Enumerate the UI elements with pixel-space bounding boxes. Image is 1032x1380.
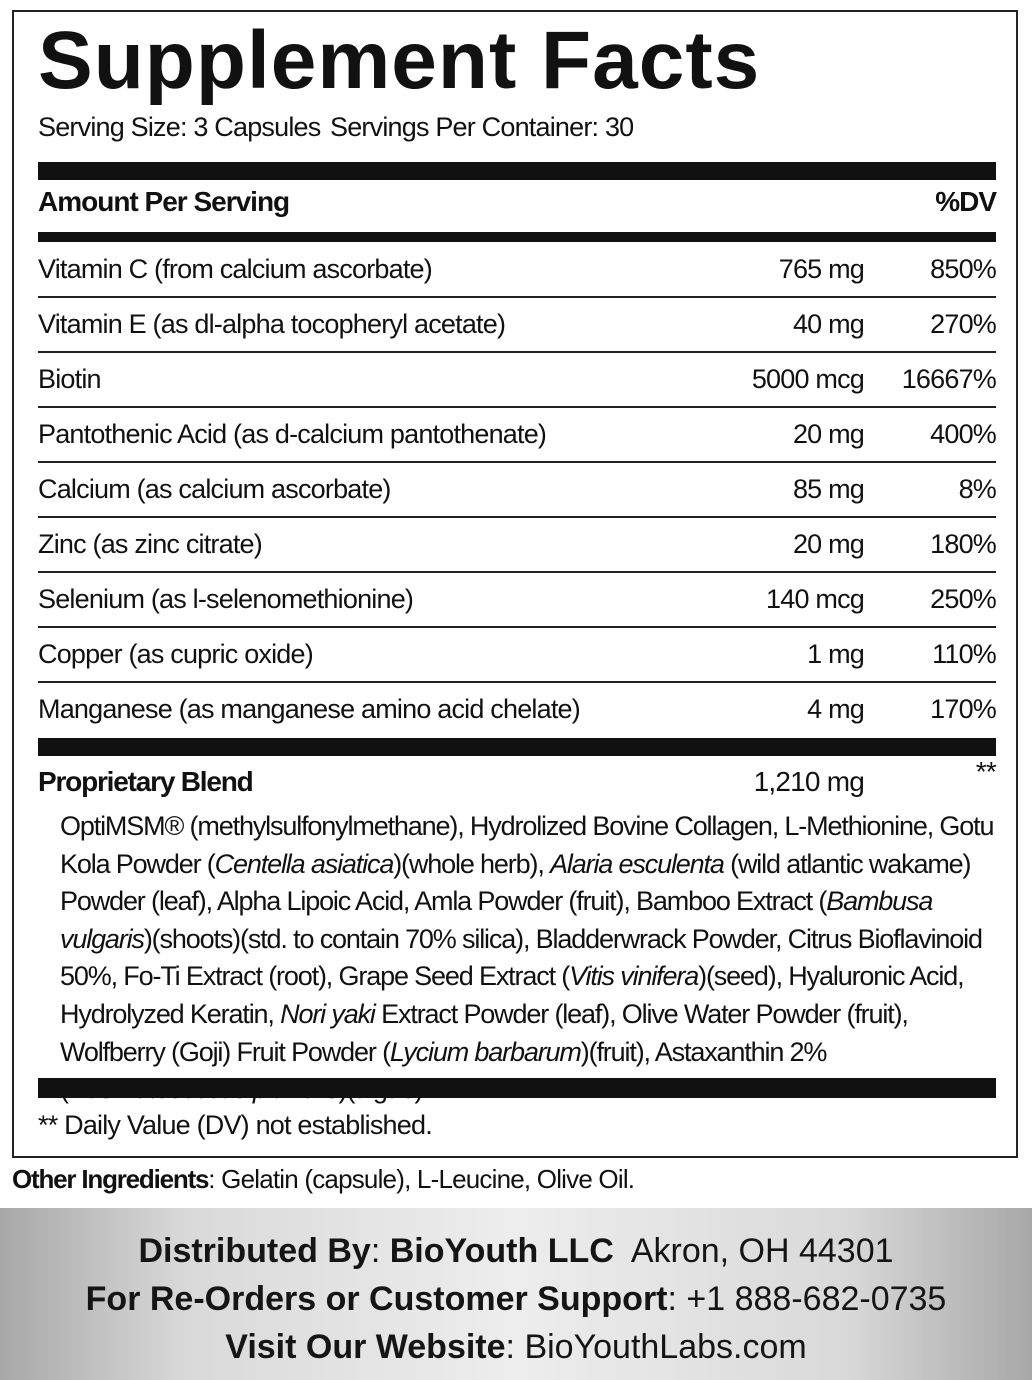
proprietary-blend-row (38, 756, 996, 798)
other-ingredients-label: Other Ingredients (12, 1164, 209, 1194)
blend-dv: ** (975, 756, 996, 787)
nutrient-row (38, 462, 996, 518)
nutrient-name: Copper (as cupric oxide) (38, 639, 313, 669)
botanical-name: Bambusa vulgaris (60, 886, 933, 954)
separator: : (370, 1232, 390, 1270)
nutrient-name: Manganese (as manganese amino acid chelate) (38, 694, 580, 724)
company-address: Akron, OH 44301 (613, 1232, 894, 1270)
thick-divider-middle (38, 738, 996, 756)
nutrient-name: Vitamin C (from calcium ascorbate) (38, 254, 432, 284)
panel-title: Supplement Facts (38, 15, 761, 106)
nutrient-dv: 180% (930, 529, 996, 559)
medium-divider (38, 232, 996, 242)
other-ingredients (12, 1164, 634, 1195)
distributed-by-line (0, 1232, 1032, 1271)
blend-text-segment: )(shoots)(std. to contain 70% silica), Bladderwrack Powder, Citrus Bioflavinoid 50%, Fo-Ti Extract (root), Grape Seed Extract ( (60, 923, 982, 992)
botanical-name: Vitis vinifera (569, 961, 699, 992)
nutrient-dv: 170% (930, 694, 996, 724)
nutrient-name: Vitamin E (as dl-alpha tocopheryl acetate) (38, 309, 506, 339)
nutrient-name: Pantothenic Acid (as d-calcium pantothenate) (38, 419, 547, 449)
website-url: : BioYouthLabs.com (505, 1328, 807, 1366)
nutrient-amount: 85 mg (792, 474, 864, 504)
nutrient-row (38, 242, 996, 298)
supplement-facts-panel (12, 10, 1018, 1158)
nutrient-amount: 140 mcg (766, 584, 864, 614)
botanical-name: Nori yaki (280, 998, 375, 1029)
dv-footnote: ** Daily Value (DV) not established. (38, 1110, 432, 1140)
nutrient-row (38, 297, 996, 353)
nutrient-dv: 850% (930, 254, 996, 284)
nutrient-amount: 40 mg (792, 309, 864, 339)
other-ingredients-text: : Gelatin (capsule), L-Leucine, Olive Oil. (208, 1164, 635, 1194)
nutrient-amount: 765 mg (778, 254, 864, 284)
nutrient-amount: 20 mg (792, 529, 864, 559)
distributor-footer (0, 1208, 1032, 1380)
nutrient-dv: 16667% (901, 364, 996, 394)
website-label: Visit Our Website (225, 1328, 506, 1366)
nutrient-amount: 1 mg (807, 639, 864, 669)
blend-text-segment: OptiMSM® (methylsulfonylmethane), Hydrolized Bovine Collagen, L-Methionine, Gotu Kola Powder ( (60, 811, 994, 879)
thick-divider-bottom (38, 1078, 996, 1098)
botanical-name: Centella asiatica (214, 848, 394, 879)
nutrient-amount: 20 mg (792, 419, 864, 449)
nutrient-row (38, 517, 996, 573)
serving-size: Serving Size: 3 Capsules (38, 112, 321, 142)
nutrient-name: Calcium (as calcium ascorbate) (38, 474, 391, 504)
nutrient-amount: 4 mg (807, 694, 864, 724)
nutrient-dv: 8% (958, 474, 996, 504)
thick-divider-top (38, 162, 996, 180)
company-name: BioYouth LLC (389, 1232, 614, 1270)
nutrient-row (38, 407, 996, 463)
blend-text-segment: )(seed), Hyaluronic Acid, Hydrolyzed Keratin, (60, 961, 964, 1029)
nutrient-dv: 250% (930, 584, 996, 614)
blend-text-segment: )(fruit), Astaxanthin 2% (580, 1036, 827, 1067)
blend-name: Proprietary Blend (38, 766, 253, 797)
botanical-name: Lycium barbarum (389, 1036, 581, 1067)
nutrient-dv: 270% (930, 309, 996, 339)
support-phone: : +1 888-682-0735 (667, 1280, 947, 1318)
support-label: For Re-Orders or Customer Support (85, 1280, 668, 1318)
nutrient-name: Zinc (as zinc citrate) (38, 529, 262, 559)
botanical-name: Alaria esculenta (550, 848, 724, 879)
nutrient-amount: 5000 mcg (751, 364, 864, 394)
nutrient-name: Selenium (as l-selenomethionine) (38, 584, 414, 614)
nutrient-row (38, 572, 996, 628)
nutrient-row (38, 627, 996, 683)
blend-text-segment: (wild atlantic wakame) Powder (leaf), Alpha Lipoic Acid, Amla Powder (fruit), Bamboo Extract ( (60, 848, 971, 917)
support-line (0, 1280, 1032, 1319)
amount-per-serving-label: Amount Per Serving (38, 186, 290, 217)
nutrient-dv: 400% (930, 419, 996, 449)
amount-header (38, 186, 996, 218)
servings-per-container: Servings Per Container: 30 (330, 112, 634, 142)
blend-amount: 1,210 mg (753, 766, 864, 797)
dv-header-label: %DV (935, 186, 996, 217)
distributed-label: Distributed By (138, 1232, 371, 1270)
blend-text-segment: )(whole herb), (393, 848, 551, 879)
nutrient-name: Biotin (38, 364, 101, 394)
blend-text-segment: Extract Powder (leaf), Olive Water Powder (fruit), Wolfberry (Goji) Fruit Powder ( (60, 998, 908, 1067)
blend-ingredients (60, 808, 1000, 1109)
nutrient-dv: 110% (932, 639, 996, 669)
nutrient-row (38, 352, 996, 408)
nutrient-row (38, 682, 996, 736)
website-line (0, 1328, 1032, 1367)
